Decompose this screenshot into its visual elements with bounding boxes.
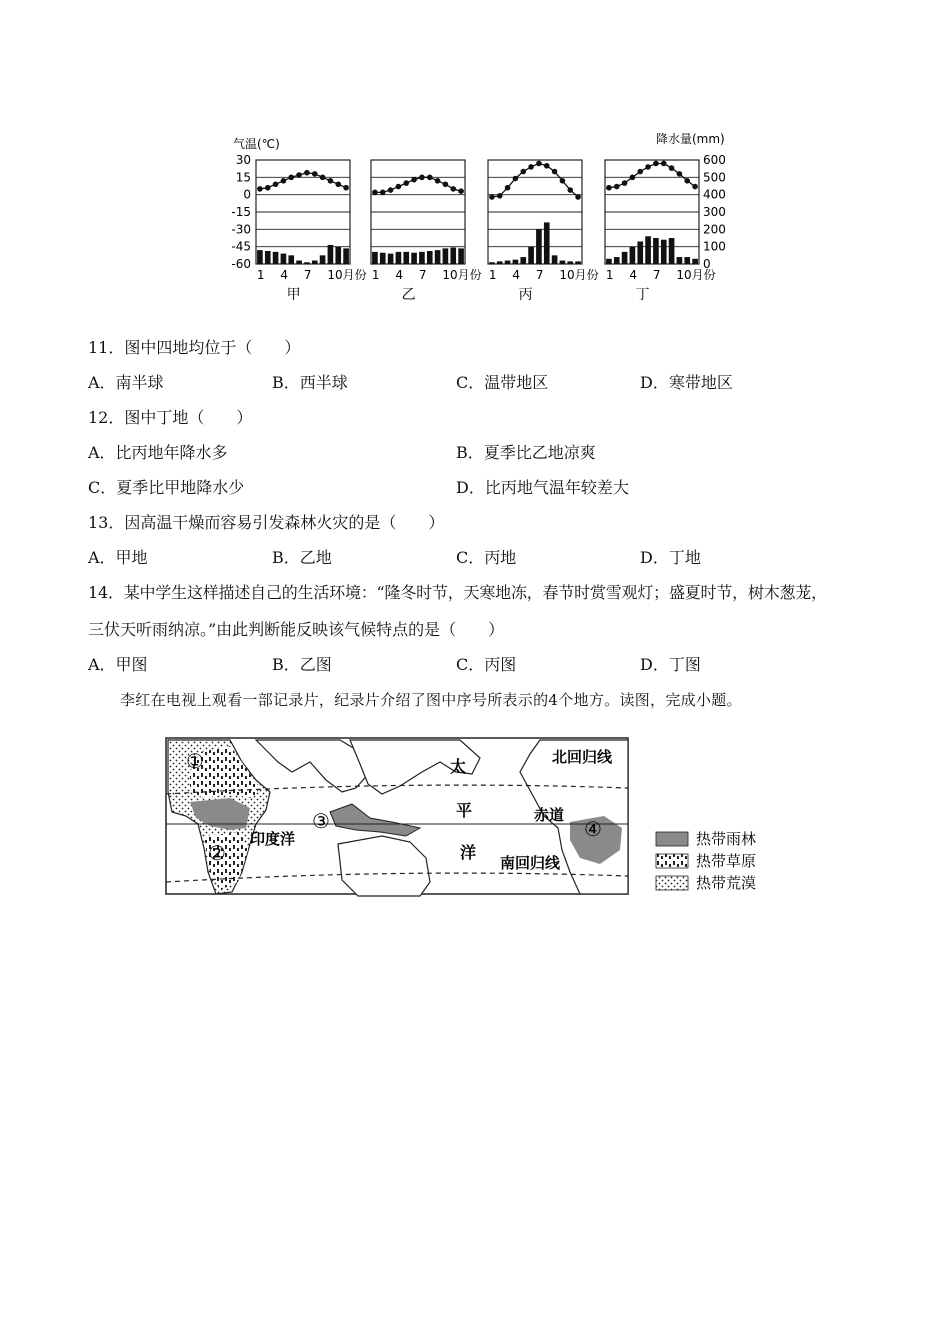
climate-chart-4	[605, 160, 716, 303]
tropical-vegetation-map	[160, 732, 800, 902]
precip-bar	[692, 259, 698, 264]
precip-bar	[257, 250, 263, 264]
temperature-point	[273, 181, 279, 187]
temperature-point	[645, 164, 651, 170]
precip-bar	[312, 261, 318, 264]
q13-option-a[interactable]: A．甲地	[88, 548, 148, 567]
temperature-point	[630, 175, 636, 181]
station-label: 乙	[401, 287, 416, 303]
temperature-point	[380, 190, 386, 196]
precip-bar	[622, 252, 628, 264]
temp-tick-label: -15	[231, 205, 251, 219]
temperature-point	[257, 186, 263, 192]
temp-axis-ticks	[231, 153, 251, 271]
precip-bar	[458, 248, 464, 264]
temp-tick-label: 30	[235, 153, 251, 167]
q12-option-c[interactable]: C．夏季比甲地降水少	[88, 478, 245, 497]
precip-tick-label: 600	[703, 153, 726, 167]
temperature-point	[335, 181, 341, 187]
marker-1: ①	[186, 749, 204, 773]
temperature-point	[497, 193, 503, 199]
precip-bar	[411, 253, 417, 264]
temp-tick-label: -45	[231, 239, 251, 254]
temperature-point	[661, 161, 667, 167]
temperature-point	[528, 164, 534, 170]
temperature-point	[560, 178, 566, 184]
temperature-point	[520, 169, 526, 175]
temperature-point	[265, 185, 271, 191]
q11-option-c[interactable]: C．温带地区	[456, 373, 549, 392]
temperature-point	[312, 171, 318, 177]
precip-bar	[296, 261, 302, 264]
question-12-stem: 12．图中丁地（ ）	[88, 408, 253, 427]
temperature-point	[403, 180, 409, 186]
q13-option-d[interactable]: D．丁地	[640, 548, 701, 567]
precip-bar	[396, 252, 402, 264]
precip-bar	[630, 247, 636, 264]
precip-bar	[645, 236, 651, 264]
precip-bar	[419, 252, 425, 264]
precip-bar	[513, 260, 519, 264]
precip-bar	[497, 261, 503, 264]
legend-label-savanna: 热带草原	[696, 852, 757, 870]
climate-chart-2	[371, 160, 482, 303]
temperature-point	[692, 184, 698, 190]
map-intro-text: 李红在电视上观看一部记录片，纪录片介绍了图中序号所表示的4个地方。读图，完成小题。	[120, 691, 742, 709]
precip-bar	[281, 254, 287, 264]
precip-bar	[372, 252, 378, 264]
temperature-point	[536, 161, 542, 167]
marker-4: ④	[584, 817, 602, 841]
month-tick-label: 10月份	[327, 268, 367, 282]
temperature-point	[343, 185, 349, 191]
precip-bar	[661, 240, 667, 264]
q13-option-c[interactable]: C．丙地	[456, 548, 517, 567]
temperature-point	[544, 163, 550, 169]
question-14-stem: 14．某中学生这样描述自己的生活环境：“隆冬时节，天寒地冻，春节时赏雪观灯；盛夏时节，树木葱茏，	[88, 583, 827, 602]
precip-bar	[380, 253, 386, 264]
precip-tick-label: 200	[703, 222, 726, 237]
month-tick-label: 1	[256, 268, 265, 282]
temp-tick-label: 0	[243, 187, 251, 202]
precip-bar	[288, 255, 294, 264]
q12-option-b[interactable]: B．夏季比乙地凉爽	[456, 443, 596, 462]
label-pacific-2: 平	[456, 801, 473, 820]
precip-tick-label: 500	[703, 170, 726, 185]
precip-axis-label: 降水量(mm)	[656, 132, 725, 146]
month-tick-label: 4	[512, 268, 521, 282]
precip-bar	[265, 251, 271, 264]
precip-bar	[684, 257, 690, 264]
temperature-point	[450, 186, 456, 192]
q13-option-b[interactable]: B．乙地	[272, 548, 332, 567]
month-tick-label: 1	[371, 268, 380, 282]
precip-bar	[614, 257, 620, 264]
month-tick-label: 1	[605, 268, 614, 282]
temperature-point	[443, 181, 449, 187]
month-tick-label: 7	[535, 268, 544, 282]
temperature-point	[288, 175, 294, 181]
temperature-point	[614, 184, 620, 190]
temperature-point	[567, 187, 573, 193]
q11-option-b[interactable]: B．西半球	[272, 373, 348, 392]
precip-bar	[343, 248, 349, 264]
precip-bar	[505, 261, 511, 264]
precip-bar	[669, 238, 675, 264]
temperature-point	[653, 161, 659, 167]
temperature-point	[427, 175, 433, 181]
precip-bar	[489, 262, 495, 264]
marker-3: ③	[312, 809, 330, 833]
precip-bar	[443, 248, 449, 264]
precip-bar	[328, 245, 334, 264]
label-pacific-3: 洋	[460, 843, 477, 862]
temperature-point	[637, 169, 643, 175]
temperature-point	[458, 188, 464, 194]
station-label: 甲	[286, 287, 301, 303]
precip-bar	[677, 257, 683, 264]
temperature-point	[606, 185, 612, 191]
month-tick-label: 1	[488, 268, 497, 282]
month-tick-label: 10月份	[676, 268, 716, 282]
precip-bar	[560, 261, 566, 264]
temperature-point	[513, 176, 519, 182]
station-label: 丁	[635, 287, 650, 303]
legend-label-rainforest: 热带雨林	[696, 830, 757, 848]
month-tick-label: 7	[418, 268, 427, 282]
temperature-point	[281, 178, 287, 184]
precip-bar	[544, 222, 550, 264]
legend-swatch-savanna	[656, 854, 688, 868]
precip-tick-label: 0	[703, 257, 711, 271]
precip-tick-label: 400	[703, 187, 726, 202]
precip-bar	[388, 254, 394, 264]
temperature-point	[677, 171, 683, 177]
temperature-point	[505, 185, 511, 191]
temperature-point	[684, 178, 690, 184]
temperature-point	[622, 180, 628, 186]
climate-chart-1	[256, 160, 367, 303]
month-tick-label: 7	[303, 268, 312, 282]
question-11-stem: 11．图中四地均位于（ ）	[88, 338, 301, 357]
temperature-point	[669, 165, 675, 171]
legend-swatch-desert	[656, 876, 688, 890]
label-pacific-1: 太	[450, 757, 467, 776]
temperature-point	[411, 177, 417, 183]
precip-tick-label: 300	[703, 205, 726, 219]
precip-bar	[403, 252, 409, 264]
legend-label-desert: 热带荒漠	[696, 874, 757, 892]
temp-tick-label: -60	[231, 257, 251, 271]
temperature-point	[419, 175, 425, 181]
temperature-point	[372, 190, 378, 196]
month-tick-label: 10月份	[442, 268, 482, 282]
precip-bar	[536, 229, 542, 264]
temp-tick-label: -30	[231, 222, 251, 237]
precip-bar	[450, 248, 456, 264]
label-indian-ocean: 印度洋	[250, 830, 296, 848]
temperature-point	[396, 184, 402, 190]
question-14-stem-line2: 三伏天听雨纳凉。”由此判断能反映该气候特点的是（ ）	[88, 620, 505, 639]
label-tropic-of-capricorn: 南回归线	[500, 854, 561, 872]
legend-swatch-rainforest	[656, 832, 688, 846]
month-tick-label: 4	[280, 268, 289, 282]
climate-chart-panels	[256, 160, 716, 303]
q12-option-d[interactable]: D．比丙地气温年较差大	[456, 478, 629, 497]
temperature-point	[388, 187, 394, 193]
station-label: 丙	[518, 287, 533, 303]
q14-option-d[interactable]: D．丁图	[640, 655, 701, 674]
precip-bar	[552, 255, 558, 264]
precip-tick-label: 100	[703, 239, 726, 254]
precip-bar	[575, 261, 581, 264]
precip-bar	[427, 251, 433, 264]
precip-bar	[653, 238, 659, 264]
q11-option-a[interactable]: A．南半球	[88, 373, 164, 392]
precip-bar	[335, 247, 341, 264]
precip-bar	[304, 262, 310, 264]
month-tick-label: 10月份	[559, 268, 599, 282]
precip-bar	[528, 247, 534, 264]
precip-bar	[520, 257, 526, 264]
temp-axis-label: 气温(℃)	[233, 137, 280, 151]
precip-bar	[606, 259, 612, 264]
precip-bar	[273, 252, 279, 264]
q14-option-a[interactable]: A．甲图	[88, 655, 148, 674]
label-tropic-of-cancer: 北回归线	[552, 748, 613, 766]
q11-option-d[interactable]: D．寒带地区	[640, 373, 733, 392]
climate-charts-figure	[0, 0, 950, 320]
precip-bar	[320, 255, 326, 264]
temperature-point	[320, 175, 326, 181]
month-tick-label: 4	[395, 268, 404, 282]
marker-2: ②	[208, 841, 226, 865]
month-tick-label: 4	[629, 268, 638, 282]
q14-option-c[interactable]: C．丙图	[456, 655, 517, 674]
question-13-stem: 13．因高温干燥而容易引发森林火灾的是（ ）	[88, 513, 445, 532]
temperature-point	[489, 194, 495, 200]
temperature-point	[575, 194, 581, 200]
precip-bar	[435, 250, 441, 264]
q14-option-b[interactable]: B．乙图	[272, 655, 332, 674]
temperature-point	[552, 169, 558, 175]
label-equator: 赤道	[534, 806, 565, 824]
precip-axis-ticks	[703, 153, 726, 271]
temp-tick-label: 15	[235, 170, 251, 185]
temperature-point	[328, 178, 334, 184]
precip-bar	[567, 261, 573, 264]
precip-bar	[637, 241, 643, 264]
temperature-point	[435, 178, 441, 184]
month-tick-label: 7	[652, 268, 661, 282]
temperature-point	[296, 172, 302, 178]
temperature-point	[304, 170, 310, 176]
climate-chart-3	[488, 160, 599, 303]
q12-option-a[interactable]: A．比丙地年降水多	[88, 443, 228, 462]
